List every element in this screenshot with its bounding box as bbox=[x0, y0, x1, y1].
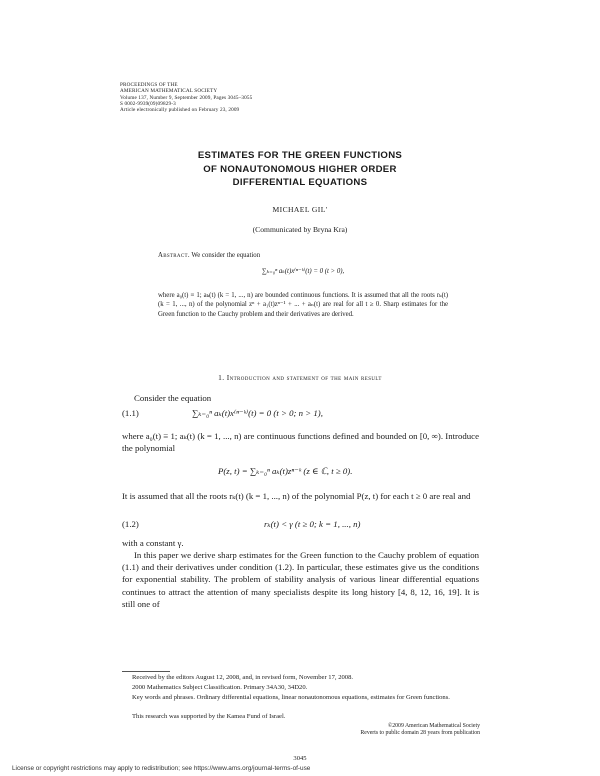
consider-text: Consider the equation bbox=[134, 393, 212, 403]
title-line-1: ESTIMATES FOR THE GREEN FUNCTIONS bbox=[197, 150, 403, 161]
abstract-intro: We consider the equation bbox=[191, 252, 261, 259]
license-notice[interactable]: License or copyright restrictions may apply to redistribution; see https://www.ams.org/journal-terms-of-use bbox=[12, 765, 311, 772]
paragraph-1: where a₀(t) ≡ 1; aₖ(t) (k = 1, ..., n) are continuous functions defined and bounded on [0, ∞). Introduce the polynomial bbox=[122, 431, 479, 454]
equation-1-1: ∑ₖ₌₀ⁿ aₖ(t)x⁽ⁿ⁻ᵏ⁾(t) = 0 (t > 0; n > 1), bbox=[192, 408, 323, 418]
page-number: 3045 bbox=[293, 755, 307, 762]
journal-name-line1: PROCEEDINGS OF THE bbox=[120, 82, 178, 88]
journal-header bbox=[120, 82, 252, 113]
footnote-rule bbox=[122, 671, 170, 672]
polynomial-equation: P(z, t) = ∑ₖ₌₀ⁿ aₖ(t)zⁿ⁻ᵏ (z ∈ ℂ, t ≥ 0). bbox=[218, 466, 353, 476]
equation-1-1-label: (1.1) bbox=[122, 408, 139, 418]
footnote-msc: 2000 Mathematics Subject Classification. Primary 34A30, 34D20. bbox=[132, 684, 308, 691]
section-heading: 1. Introduction and statement of the main result bbox=[218, 373, 382, 382]
copyright-line-2: Reverts to public domain 28 years from publication bbox=[360, 730, 480, 737]
paragraph-4: In this paper we derive sharp estimates for the Green function to the Cauchy problem of equation (1.1) and their derivatives under condition (1.2). In particular, these estimates give us the conditions for exponential stability. The problem of stability analysis of various linear differential equations continues to attract the attention of many specialists despite its long history [4, 8, 12, 16, 19]. It is still one of bbox=[122, 550, 479, 609]
paragraph-2: It is assumed that all the roots rₖ(t) (k = 1, ..., n) of the polynomial P(z, t) for each t ≥ 0 are real and bbox=[122, 491, 471, 501]
communicated-by: (Communicated by Bryna Kra) bbox=[252, 225, 348, 234]
abstract-equation bbox=[158, 267, 448, 276]
volume-line: Volume 137, Number 9, September 2009, Pages 3045–3055 bbox=[120, 94, 253, 101]
footnote-support: This research was supported by the Kamea Fund of Israel. bbox=[132, 713, 286, 720]
author-name: MICHAEL GIL' bbox=[272, 205, 328, 214]
title-line-3: DIFFERENTIAL EQUATIONS bbox=[232, 177, 368, 188]
paragraph-3: with a constant γ. bbox=[122, 538, 184, 548]
published-line: Article electronically published on February 23, 2009 bbox=[120, 107, 240, 114]
footnote-received: Received by the editors August 12, 2008, and, in revised form, November 17, 2008. bbox=[132, 674, 354, 681]
pii-line: S 0002-9939(09)09829-3 bbox=[120, 100, 176, 107]
paper-title bbox=[0, 149, 600, 190]
abstract-equation-text: ∑ₖ₌₀ⁿ aₖ(t)x⁽ⁿ⁻ᵏ⁾(t) = 0 (t > 0), bbox=[261, 268, 345, 275]
journal-name-line2: AMERICAN MATHEMATICAL SOCIETY bbox=[120, 88, 218, 95]
copyright-line-1: ©2009 American Mathematical Society bbox=[387, 723, 480, 729]
equation-1-2-label: (1.2) bbox=[122, 519, 139, 529]
abstract-intro-line bbox=[158, 251, 448, 260]
copyright-notice bbox=[338, 723, 480, 738]
abstract-body: where a₀(t) ≡ 1; aₖ(t) (k = 1, ..., n) are bounded continuous functions. It is assumed that all the roots rₖ(t) (k = 1, ..., n) of the polynomial zⁿ + a₁(t)zⁿ⁻¹ + ... + aₙ(t) are real for all t ≥ 0. Sharp estimates for the Green function to the Cauchy problem and their derivatives are derived. bbox=[158, 292, 448, 318]
footnote-keywords: Key words and phrases. Ordinary differential equations, linear nonautonomous equations, estimates for Green functions. bbox=[132, 694, 450, 701]
title-line-2: OF NONAUTONOMOUS HIGHER ORDER bbox=[203, 163, 397, 175]
equation-1-2: rₖ(t) < γ (t ≥ 0; k = 1, ..., n) bbox=[264, 519, 361, 529]
abstract-label: Abstract. bbox=[158, 252, 190, 259]
